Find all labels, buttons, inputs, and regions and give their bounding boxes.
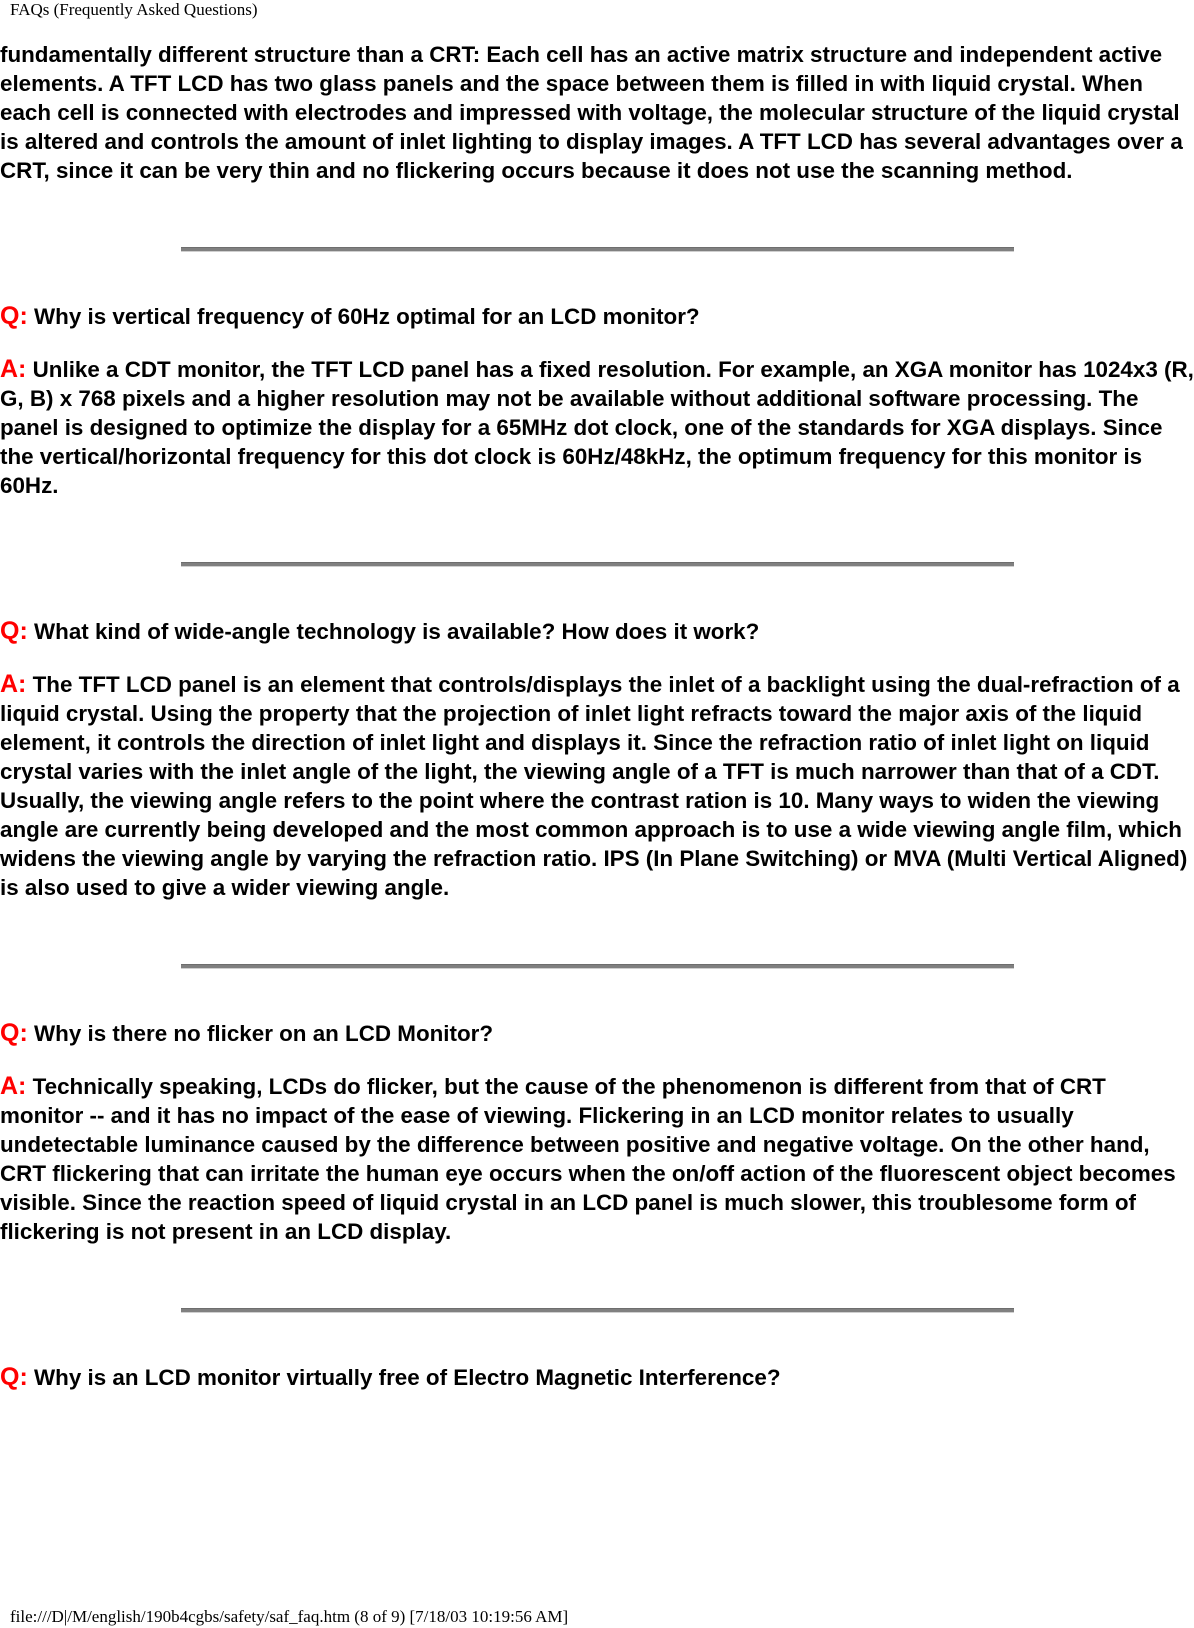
page-footer-url: file:///D|/M/english/190b4cgbs/safety/saf_faq.htm (8 of 9) [7/18/03 10:19:56 AM]	[10, 1607, 569, 1626]
section-divider	[181, 964, 1014, 969]
answer	[0, 670, 1194, 902]
answer-marker: A:	[0, 670, 27, 698]
question-marker: Q:	[0, 617, 28, 645]
intro-paragraph: fundamentally different structure than a CRT: Each cell has an active matrix structure and independent active elements. A TFT LCD has two glass panels and the space between them is filled in with liquid crystal. When each cell is connected with electrodes and impressed with voltage, the molecular structure of the liquid crystal is altered and controls the amount of inlet lighting to display images. A TFT LCD has several advantages over a CRT, since it can be very thin and no flickering occurs because it does not use the scanning method.	[0, 42, 1183, 183]
page-header-title: FAQs (Frequently Asked Questions)	[10, 0, 258, 19]
faq-content	[0, 40, 1194, 1392]
answer-text: Technically speaking, LCDs do flicker, but the cause of the phenomenon is different from that of CRT monitor -- and it has no impact of the ease of viewing. Flickering in an LCD monitor relates to usually undetectable luminance caused by the difference between positive and negative voltage. On the other hand, CRT flickering that can irritate the human eye occurs when the on/off action of the fluorescent object becomes visible. Since the reaction speed of liquid crystal in an LCD panel is much slower, this troublesome form of flickering is not present in an LCD display.	[0, 1074, 1176, 1244]
faq-item	[0, 302, 1194, 500]
answer-text: The TFT LCD panel is an element that controls/displays the inlet of a backlight using the dual-refraction of a liquid crystal. Using the property that the projection of inlet light refracts toward the major axis of the liquid element, it controls the direction of inlet light and displays it. Since the refraction ratio of inlet light on liquid crystal varies with the inlet angle of the light, the viewing angle of a TFT is much narrower than that of a CDT. Usually, the viewing angle refers to the point where the contrast ration is 10. Many ways to widen the viewing angle are currently being developed and the most common approach is to use a wide viewing angle film, which widens the viewing angle by varying the refraction ratio. IPS (In Plane Switching) or MVA (Multi Vertical Aligned) is also used to give a wider viewing angle.	[0, 672, 1188, 900]
faq-item	[0, 1363, 1194, 1392]
question-text: Why is vertical frequency of 60Hz optimal for an LCD monitor?	[34, 304, 700, 329]
answer-marker: A:	[0, 1072, 27, 1100]
answer	[0, 355, 1194, 500]
question	[0, 1363, 1194, 1392]
section-divider	[181, 562, 1014, 567]
question-text: Why is an LCD monitor virtually free of Electro Magnetic Interference?	[34, 1365, 781, 1390]
question	[0, 617, 1194, 646]
question-marker: Q:	[0, 1363, 28, 1391]
question-marker: Q:	[0, 1019, 28, 1047]
faq-item	[0, 1019, 1194, 1246]
question-text: What kind of wide-angle technology is available? How does it work?	[34, 619, 760, 644]
question	[0, 302, 1194, 331]
question	[0, 1019, 1194, 1048]
answer-marker: A:	[0, 355, 27, 383]
faq-item	[0, 617, 1194, 902]
question-marker: Q:	[0, 302, 28, 330]
section-divider	[181, 247, 1014, 252]
question-text: Why is there no flicker on an LCD Monitor?	[34, 1021, 494, 1046]
answer	[0, 1072, 1194, 1246]
answer-text: Unlike a CDT monitor, the TFT LCD panel has a fixed resolution. For example, an XGA monitor has 1024x3 (R, G, B) x 768 pixels and a higher resolution may not be available without additional software processing. The panel is designed to optimize the display for a 65MHz dot clock, one of the standards for XGA displays. Since the vertical/horizontal frequency for this dot clock is 60Hz/48kHz, the optimum frequency for this monitor is 60Hz.	[0, 357, 1194, 498]
section-divider	[181, 1308, 1014, 1313]
